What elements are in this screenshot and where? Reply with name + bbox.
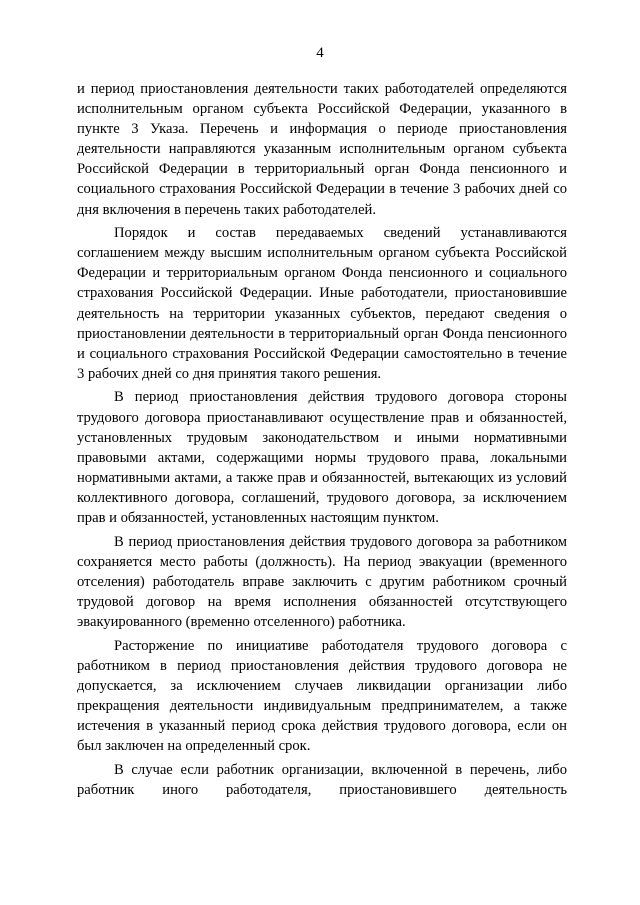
paragraph-6: В случае если работник организации, включенной в перечень, либо работник иного работодателя, приостановившего деятельность (77, 761, 567, 798)
paragraph-5: Расторжение по инициативе работодателя трудового договора с работником в период приостановления действия трудового договора не допускается, за исключением случаев ликвидации организации либо прекращения деятельности индивидуальным предпринимателем, а также истечения в указанный период срока действия трудового договора, если он был заключен на определенный срок. (77, 637, 567, 754)
paragraph-1: и период приостановления деятельности таких работодателей определяются исполнительным органом субъекта Российской Федерации, указанного в пункте 3 Указа. Перечень и информация о периоде приостановления деятельности направляются указанным исполнительным органом субъекта Российской Федерации в территориальный орган Фонда пенсионного и социального страхования Российской Федерации в течение 3 рабочих дней со дня включения в перечень таких работодателей. (77, 81, 567, 218)
paragraph-2: Порядок и состав передаваемых сведений устанавливаются соглашением между высшим исполнительным органом субъекта Российской Федерации и территориальным органом Фонда пенсионного и социального страхования Российской Федерации. Иные работодатели, приостановившие деятельность на территории указанных субъектов, передают сведения о приостановлении деятельности в территориальный орган Фонда пенсионного и социального страхования Российской Федерации самостоятельно в течение 3 рабочих дней со дня принятия такого решения. (77, 225, 567, 382)
paragraph-3: В период приостановления действия трудового договора стороны трудового договора приостанавливают осуществление прав и обязанностей, установленных трудовым законодательством и иными нормативными правовыми актами, содержащими нормы трудового права, локальными нормативными актами, а также прав и обязанностей, вытекающих из условий коллективного договора, соглашений, трудового договора, за исключением прав и обязанностей, установленных настоящим пунктом. (77, 389, 567, 526)
document-body (77, 79, 567, 803)
paragraph-4: В период приостановления действия трудового договора за работником сохраняется место работы (должность). На период эвакуации (временного отселения) работодатель вправе заключить с другим работником срочный трудовой договор на время исполнения обязанностей отсутствующего эвакуированного (временно отселенного) работника. (77, 533, 567, 630)
page-number: 4 (316, 45, 324, 61)
